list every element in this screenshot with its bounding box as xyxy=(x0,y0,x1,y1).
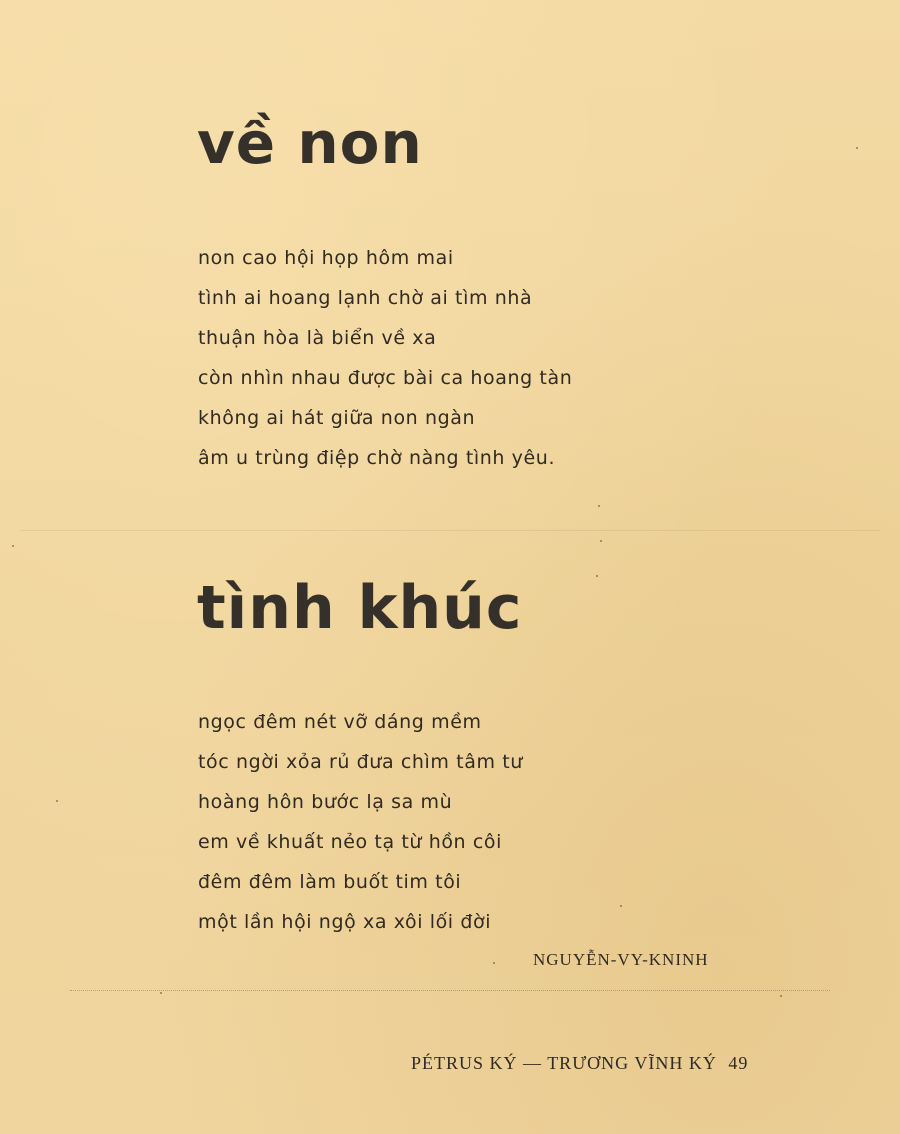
poem-line: âm u trùng điệp chờ nàng tình yêu. xyxy=(198,447,556,469)
paper-speck xyxy=(598,505,600,507)
poem-title-tinh-khuc: tình khúc xyxy=(197,573,523,643)
paper-speck xyxy=(56,800,58,802)
poem-body-tinh-khuc xyxy=(198,702,523,942)
poem-line: non cao hội họp hôm mai xyxy=(198,247,454,269)
paper-speck xyxy=(160,992,162,994)
paper-speck xyxy=(12,545,14,547)
poem-line: tình ai hoang lạnh chờ ai tìm nhà xyxy=(198,287,533,309)
paper-speck xyxy=(600,540,602,542)
poem-line: thuận hòa là biển về xa xyxy=(198,327,437,349)
poem-line: ngọc đêm nét vỡ dáng mềm xyxy=(198,711,482,733)
paper-speck xyxy=(856,147,858,149)
publication-name: PÉTRUS KÝ — TRƯƠNG VĨNH KÝ xyxy=(411,1053,717,1073)
dotted-divider xyxy=(70,990,830,991)
paper-speck xyxy=(596,575,598,577)
poem-line: một lần hội ngộ xa xôi lối đời xyxy=(198,911,492,933)
author-signature: NGUYỄN-VY-KNINH xyxy=(533,950,709,969)
poem-line: không ai hát giữa non ngàn xyxy=(198,407,476,429)
paper-speck xyxy=(493,962,495,964)
poem-line: em về khuất nẻo tạ từ hồn côi xyxy=(198,831,502,853)
bleed-through-mark xyxy=(20,530,880,531)
page-footer xyxy=(411,1053,748,1074)
poem-line: tóc ngời xỏa rủ đưa chìm tâm tư xyxy=(198,751,523,773)
poem-line: hoàng hôn bước lạ sa mù xyxy=(198,791,453,813)
poem-line: đêm đêm làm buốt tim tôi xyxy=(198,871,462,893)
poem-body-ve-non xyxy=(198,238,572,478)
poem-title-ve-non: về non xyxy=(197,109,423,177)
page-number: 49 xyxy=(728,1053,749,1073)
paper-speck xyxy=(780,995,782,997)
poem-line: còn nhìn nhau được bài ca hoang tàn xyxy=(198,367,573,389)
paper-speck xyxy=(620,905,622,907)
